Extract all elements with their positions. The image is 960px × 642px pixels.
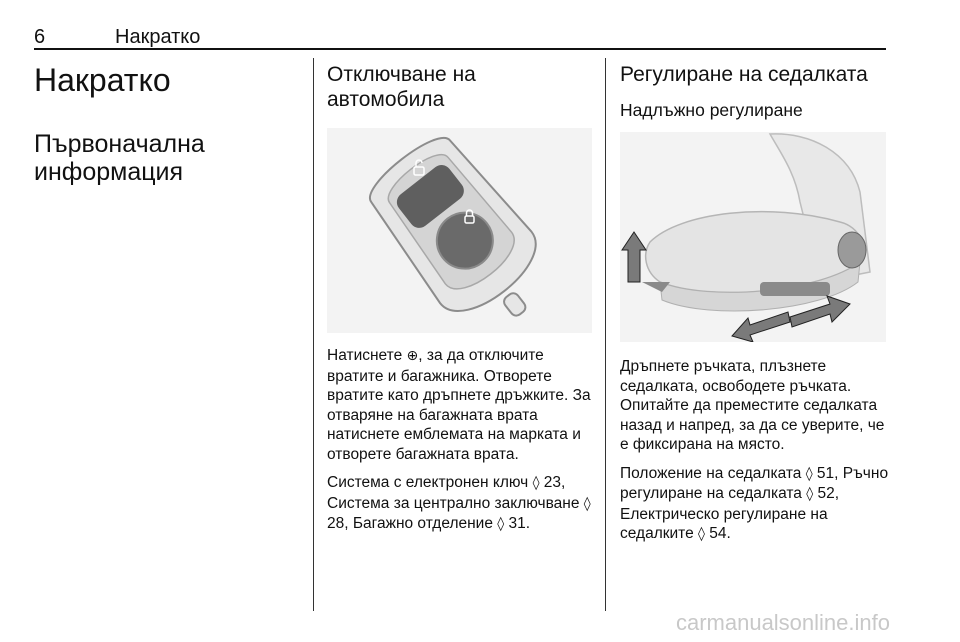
reference-arrow-icon: ◊ <box>497 516 505 532</box>
paragraph-seat-instructions: Дръпнете ръчката, плъзнете седалката, освободете ръчката. Опитайте да преместите седалката назад и напред, за да се уверите, че е фиксирана на място. <box>620 358 885 453</box>
seat-rail <box>760 282 830 296</box>
column-1 <box>34 62 304 186</box>
reference-arrow-icon: ◊ <box>698 526 705 542</box>
column-2 <box>327 62 597 112</box>
paragraph-unlock-references: Система с електронен ключ ◊ 23, Система за централно заключване ◊ 28, Багажно отделение ◊ 31. <box>327 474 591 532</box>
unlocking-text <box>327 346 599 544</box>
section-title-unlocking: Отключване на автомобила <box>327 63 476 111</box>
remote-key-illustration <box>327 128 592 333</box>
reference-arrow-icon: ◊ <box>805 465 813 482</box>
chapter-title: Накратко <box>34 62 171 98</box>
running-header-title: Накратко <box>115 26 201 48</box>
unlock-symbol-icon: ⊕ <box>406 348 419 364</box>
reference-arrow-icon: ◊ <box>806 486 814 502</box>
column-divider-1 <box>313 58 314 611</box>
column-3 <box>620 62 892 121</box>
recline-knob <box>838 232 866 268</box>
column-divider-2 <box>605 58 606 611</box>
page-number: 6 <box>34 26 46 48</box>
seat-adjustment-illustration <box>620 132 886 342</box>
subsection-title-longitudinal: Надлъжно регулиране <box>620 100 803 120</box>
reference-arrow-icon: ◊ <box>532 475 540 491</box>
paragraph-unlock-instructions: Натиснете ⊕, за да отключите вратите и багажника. Отворете вратите като дръпнете дръжките. За отваряне на багажната врата натиснете емблемата на марката и отворете багажната врата. <box>327 347 591 463</box>
section-title-seat-adjustment: Регулиране на седалката <box>620 63 868 86</box>
reference-arrow-icon: ◊ <box>583 495 591 512</box>
paragraph-seat-references: Положение на седалката ◊ 51, Ръчно регулиране на седалката ◊ 52, Електрическо регулиране на седалките ◊ 54. <box>620 464 889 542</box>
seat-adjustment-text <box>620 357 892 554</box>
watermark: carmanualsonline.info <box>675 610 890 635</box>
header-divider <box>34 48 886 50</box>
section-title-initial-info: Първоначална информация <box>34 130 205 186</box>
